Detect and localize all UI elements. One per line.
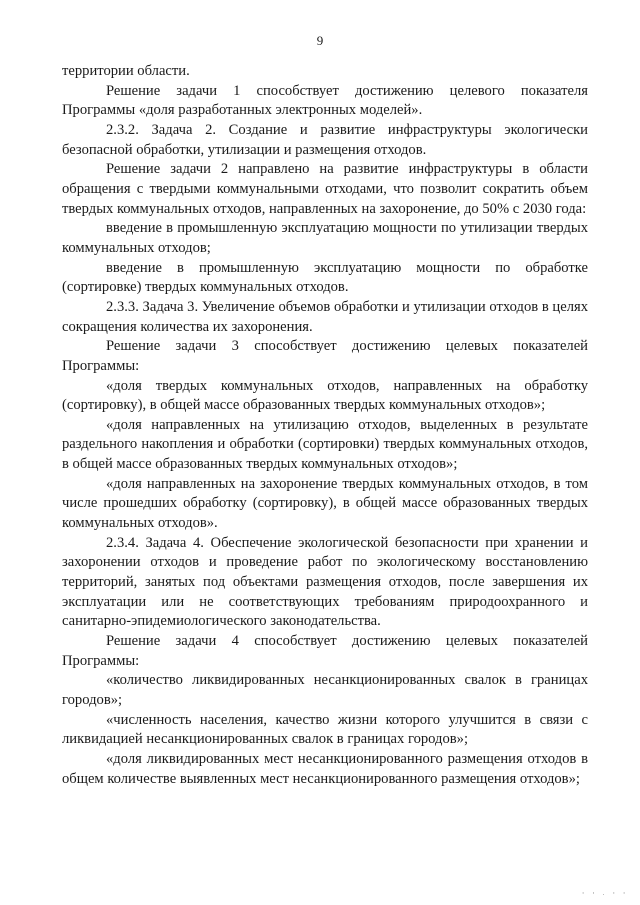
indicator-share-utilized: «доля направленных на утилизацию отходов, выделенных в результате раздельного накопления и обработки (сортировки) твердых коммунальных отходов, в общей массе образованных твердых коммунальных отходов»; [62,416,588,473]
indicator-share-landfilled: «доля направленных на захоронение твердых коммунальных отходов, в том числе прошедших обработку (сортировку), в общей массе образованных твердых коммунальных отходов». [62,475,588,532]
indicator-share-sites-liquidated: «доля ликвидированных мест несанкционированного размещения отходов в общем количестве выявленных мест несанкционированного размещения отходов»; [62,750,588,787]
paragraph-task2-solution: Решение задачи 2 направлено на развитие инфраструктуры в области обращения с твердыми коммунальными отходами, что позволит сократить объем твердых коммунальных отходов, направленных на захоронение, до 50% с 2030 года: [62,161,588,217]
list-item-sorting-capacity: введение в промышленную эксплуатацию мощности по обработке (сортировке) твердых коммунальных отходов. [62,259,588,296]
list-item-utilization-capacity: введение в промышленную эксплуатацию мощности по утилизации твердых коммунальных отходов; [62,220,588,256]
paragraph-task3-solution: Решение задачи 3 способствует достижению целевых показателей Программы: [62,338,588,374]
document-body [62,62,588,789]
indicator-population-improved: «численность населения, качество жизни которого улучшится в связи с ликвидацией несанкционированных свалок в границах городов»; [62,711,588,748]
page-number: 9 [316,33,324,48]
paragraph-task4-solution: Решение задачи 4 способствует достижению целевых показателей Программы: [62,633,588,669]
paragraph-task1-solution: Решение задачи 1 способствует достижению целевого показателя Программы «доля разработанных электронных моделей». [62,82,588,119]
paragraph-task4-heading: 2.3.4. Задача 4. Обеспечение экологической безопасности при хранении и захоронении отходов и проведение работ по экологическому восстановлению территорий, занятых под объектами размещения отходов, после завершения их эксплуатации или не соответствующих требованиям природоохранного и санитарно-эпидемиологического законодательства. [62,534,588,630]
paragraph-task3-heading: 2.3.3. Задача 3. Увеличение объемов обработки и утилизации отходов в целях сокращения количества их захоронения. [62,298,588,335]
paragraph-task2-heading: 2.3.2. Задача 2. Создание и развитие инфраструктуры экологически безопасной обработки, утилизации и размещения отходов. [62,121,588,158]
scan-artifact-marks: ' ' · ' ' [582,891,628,899]
indicator-dumps-liquidated: «количество ликвидированных несанкционированных свалок в границах городов»; [62,672,588,708]
paragraph-continuation: территории области. [62,63,190,79]
indicator-share-processed: «доля твердых коммунальных отходов, направленных на обработку (сортировку), в общей массе образованных твердых коммунальных отходов»; [62,377,588,414]
